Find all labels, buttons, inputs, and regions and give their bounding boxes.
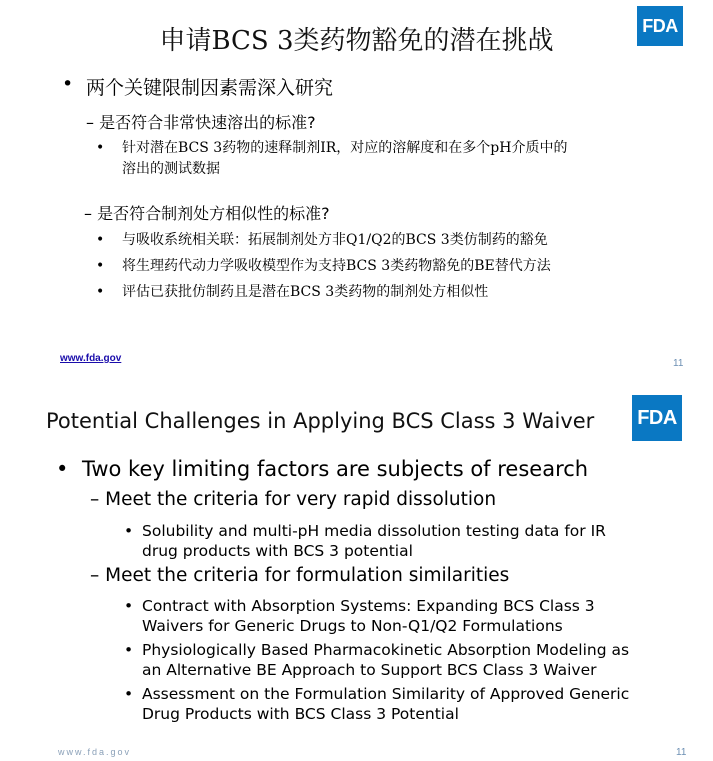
slide-title: Potential Challenges in Applying BCS Class 3 Waiver <box>46 409 595 433</box>
bullet-icon: • <box>96 258 105 274</box>
fda-website-link[interactable]: www.fda.gov <box>58 747 132 757</box>
sub-point-cont: drug products with BCS 3 potential <box>142 542 413 560</box>
sub-point-cont: Waivers for Generic Drugs to Non-Q1/Q2 Formulations <box>142 617 563 635</box>
sub-point-cont: Drug Products with BCS Class 3 Potential <box>142 705 459 723</box>
criterion-formulation: – 是否符合制剂处方相似性的标准? <box>84 204 330 223</box>
page-number: 11 <box>676 747 687 758</box>
slide-english <box>0 385 713 761</box>
level1-point: 两个关键限制因素需深入研究 <box>86 77 334 99</box>
page-number: 11 <box>673 358 684 369</box>
sub-point: Physiologically Based Pharmacokinetic Absorption Modeling as <box>142 641 630 659</box>
bullet-icon: • <box>124 685 134 703</box>
sub-point-cont: 溶出的测试数据 <box>122 161 220 177</box>
bullet-icon: • <box>124 597 134 615</box>
sub-point: Contract with Absorption Systems: Expanding BCS Class 3 <box>142 597 595 615</box>
sub-point: 与吸收系统相关联：拓展制剂处方非Q1/Q2的BCS 3类仿制药的豁免 <box>122 232 548 248</box>
bullet-icon: • <box>124 641 134 659</box>
bullet-icon: • <box>96 232 105 248</box>
fda-logo: FDA <box>637 6 683 46</box>
bullet-icon: • <box>56 457 69 481</box>
bullet-icon: • <box>96 284 105 300</box>
level1-point: Two key limiting factors are subjects of research <box>82 457 589 481</box>
fda-website-link[interactable]: www.fda.gov <box>60 353 122 364</box>
slide-title: 申请BCS 3类药物豁免的潜在挑战 <box>159 26 554 56</box>
criterion-dissolution: – Meet the criteria for very rapid dissolution <box>90 489 497 510</box>
bullet-icon: • <box>96 140 105 156</box>
sub-point: Assessment on the Formulation Similarity of Approved Generic <box>142 685 630 703</box>
bullet-icon: • <box>124 522 134 540</box>
sub-point: 将生理药代动力学吸收模型作为支持BCS 3类药物豁免的BE替代方法 <box>122 258 551 274</box>
sub-point-cont: an Alternative BE Approach to Support BCS Class 3 Waiver <box>142 661 597 679</box>
sub-point: Solubility and multi-pH media dissolution testing data for IR <box>142 522 606 540</box>
fda-logo: FDA <box>632 395 682 441</box>
sub-point: 评估已获批仿制药且是潜在BCS 3类药物的制剂处方相似性 <box>122 284 489 300</box>
criterion-dissolution: – 是否符合非常快速溶出的标准? <box>86 113 316 132</box>
sub-point: 针对潜在BCS 3药物的速释制剂IR，对应的溶解度和在多个pH介质中的 <box>122 140 568 156</box>
criterion-formulation: – Meet the criteria for formulation similarities <box>90 565 510 586</box>
bullet-icon: • <box>62 73 74 95</box>
